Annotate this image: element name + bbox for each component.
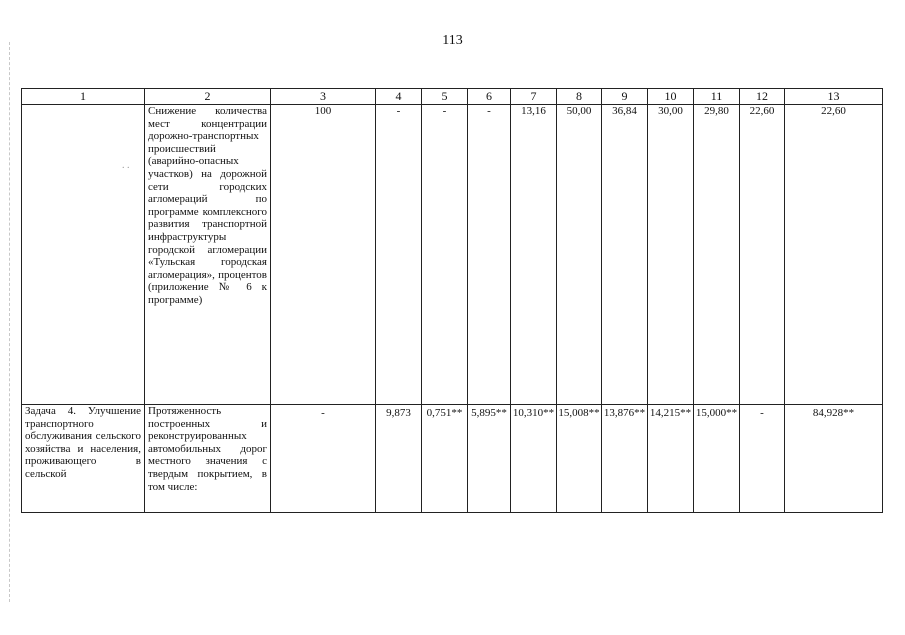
value-cell: 10,310** [511, 405, 557, 513]
value-cell: - [468, 105, 511, 405]
value-cell: 9,873 [376, 405, 422, 513]
indicator-table [21, 88, 883, 513]
value-cell: - [376, 105, 422, 405]
value-cell: 50,00 [557, 105, 602, 405]
task-cell: Задача 4. Улучшение транспортного обслуживания сельского хозяйства и населения, проживающего в сельской [22, 405, 145, 513]
column-header: 12 [740, 89, 785, 105]
column-header: 13 [785, 89, 883, 105]
indicator-cell: Протяженность построенных и реконструированных автомобильных дорог местного значения с твердым покрытием, в том числе: [145, 405, 271, 513]
value-cell: 15,000** [694, 405, 740, 513]
task-cell [22, 105, 145, 405]
value-cell: - [740, 405, 785, 513]
value-cell: 84,928** [785, 405, 883, 513]
column-header: 4 [376, 89, 422, 105]
value-cell: 14,215** [648, 405, 694, 513]
page-number: 113 [442, 33, 463, 48]
value-cell: 100 [271, 105, 376, 405]
column-header: 8 [557, 89, 602, 105]
margin-rule [9, 42, 10, 602]
table-row [22, 405, 883, 513]
value-cell: 0,751** [422, 405, 468, 513]
column-header: 9 [602, 89, 648, 105]
value-cell: - [422, 105, 468, 405]
value-cell: 5,895** [468, 405, 511, 513]
value-cell: 30,00 [648, 105, 694, 405]
value-cell: 13,876** [602, 405, 648, 513]
column-header: 7 [511, 89, 557, 105]
column-header: 2 [145, 89, 271, 105]
value-cell: 36,84 [602, 105, 648, 405]
value-cell: - [271, 405, 376, 513]
value-cell: 22,60 [740, 105, 785, 405]
column-header: 5 [422, 89, 468, 105]
column-header: 10 [648, 89, 694, 105]
column-header: 1 [22, 89, 145, 105]
indicator-cell: Снижение количества мест концентрации дорожно-транспортных происшествий (аварийно-опасных участков) на дорожной сети городских агломераций по программе комплексного развития транспортной инфраструктуры городской агломерации «Тульская городская агломерация», процентов (приложение № 6 к программе) [145, 105, 271, 405]
value-cell: 15,008** [557, 405, 602, 513]
scan-speck: . . [122, 160, 130, 171]
table-row [22, 105, 883, 405]
column-header: 6 [468, 89, 511, 105]
header-row [22, 89, 883, 105]
value-cell: 22,60 [785, 105, 883, 405]
value-cell: 13,16 [511, 105, 557, 405]
column-header: 3 [271, 89, 376, 105]
value-cell: 29,80 [694, 105, 740, 405]
column-header: 11 [694, 89, 740, 105]
